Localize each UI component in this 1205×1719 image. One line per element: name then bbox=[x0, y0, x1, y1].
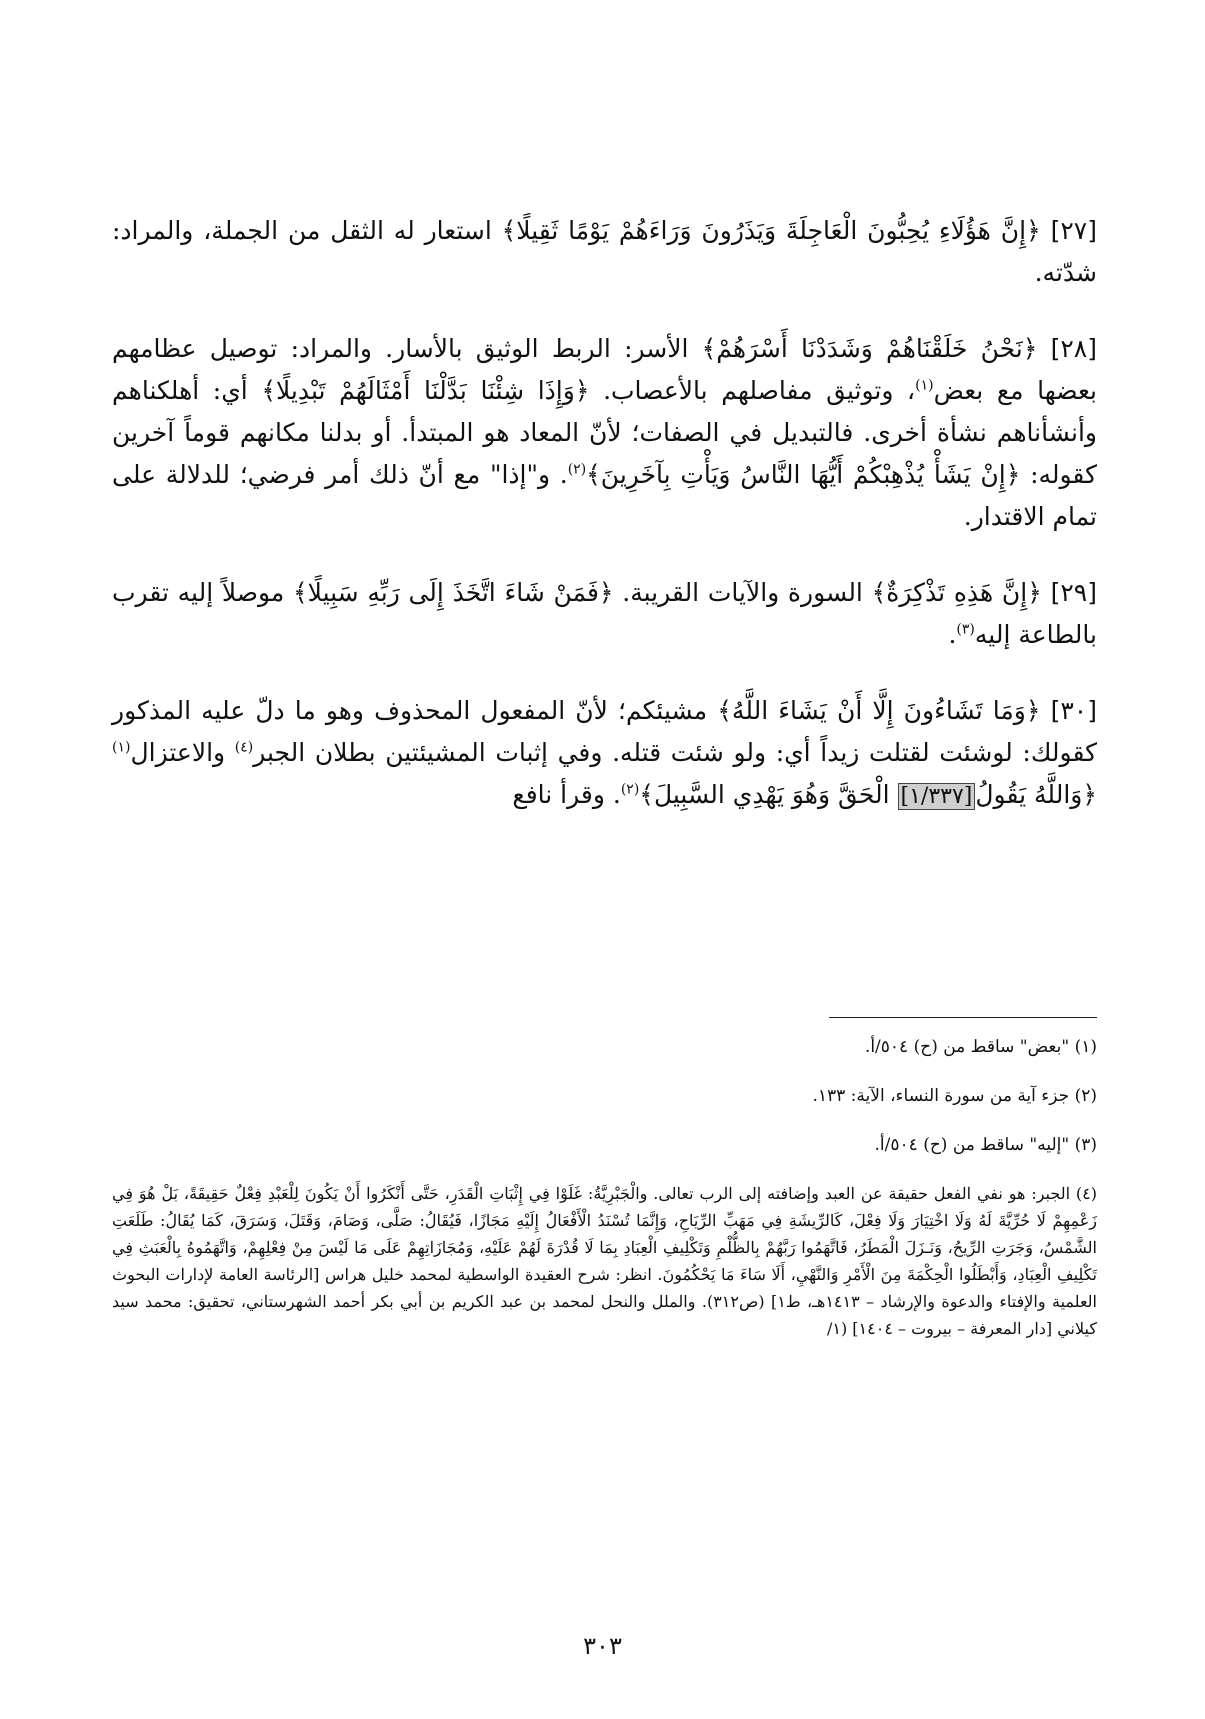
paragraph-text: ﴿إِنَّ هَؤُلَاءِ يُحِبُّونَ الْعَاجِلَةَ وَيَذَرُونَ وَرَاءَهُمْ يَوْمًا ثَقِيلًا﴾ استعار له الثقل من الجملة، والمراد: شدّته. bbox=[112, 216, 1097, 287]
verse-number: [٢٨] bbox=[1050, 334, 1097, 363]
footnote-ref-4[interactable]: (٤) bbox=[234, 739, 254, 756]
paragraph-27 bbox=[112, 210, 1097, 294]
paragraph-text: . وقرأ نافع bbox=[512, 780, 621, 809]
footnote-ref-next-2[interactable]: (٢) bbox=[620, 781, 640, 798]
paragraph-29 bbox=[112, 572, 1097, 656]
paragraph-text: الْحَقَّ وَهُوَ يَهْدِي السَّبِيلَ﴾ bbox=[639, 780, 898, 809]
footnote-3: (٣) "إليه" ساقط من (ح) ٥٠٤/أ. bbox=[874, 1135, 1097, 1155]
paragraph-28 bbox=[112, 328, 1097, 538]
paragraph-30 bbox=[112, 690, 1097, 818]
main-text bbox=[112, 210, 1097, 852]
paragraph-text: . bbox=[948, 620, 957, 649]
footnotes bbox=[112, 1033, 1097, 1363]
footnote-ref-2[interactable]: (٢) bbox=[567, 461, 587, 478]
paragraph-text: ﴿وَمَا تَشَاءُونَ إِلَّا أَنْ يَشَاءَ اللَّهُ﴾ مشيئكم؛ لأنّ المفعول المحذوف وهو ما دلّ عليه المذكور كقولك: لوشئت لقتلت زيداً أي: ولو شئت قتله. وفي إثبات المشيئتين بطلان الجبر bbox=[112, 696, 1097, 767]
paragraph-text: ﴿نَحْنُ خَلَقْنَاهُمْ وَشَدَدْنَا أَسْرَهُمْ﴾ الأسر: الربط الوثيق بالأسار. والمراد: توصيل عظامهم بعضها مع بعض bbox=[112, 334, 1097, 405]
page-number: ٣٠٣ bbox=[583, 1632, 622, 1660]
verse-number: [٣٠] bbox=[1050, 696, 1097, 725]
manuscript-page-marker: [١/٣٣٧] bbox=[898, 783, 976, 810]
footnote-separator bbox=[829, 1017, 1097, 1018]
footnote-ref-1[interactable]: (١) bbox=[915, 377, 934, 394]
paragraph-text: . و"إذا" مع أنّ ذلك أمر فرضي؛ للدلالة على تمام الاقتدار. bbox=[112, 460, 1097, 531]
footnote-ref-next-1[interactable]: (١) bbox=[112, 739, 131, 756]
paragraph-text: ﴿إِنَّ هَذِهِ تَذْكِرَةٌ﴾ السورة والآيات القريبة. ﴿فَمَنْ شَاءَ اتَّخَذَ إِلَى رَبِّهِ سَبِيلًا﴾ موصلاً إليه تقرب بالطاعة إليه bbox=[112, 578, 1097, 649]
verse-number: [٢٧] bbox=[1050, 216, 1097, 245]
paragraph-text: ، وتوثيق مفاصلهم بالأعصاب. ﴿وَإِذَا شِئْنَا بَدَّلْنَا أَمْثَالَهُمْ تَبْدِيلًا﴾ أي: أهلكناهم وأنشأناهم نشأة أخرى. فالتبديل في الصفات؛ لأنّ المعاد هو المبتدأ. أو بدلنا مكانهم قوماً آخرين كقوله: ﴿إِنْ يَشَأْ يُذْهِبْكُمْ أَيُّهَا النَّاسُ وَيَأْتِ بِآخَرِينَ﴾ bbox=[112, 376, 1097, 489]
paragraph-text: ﴿وَاللَّهُ يَقُولُ bbox=[975, 780, 1097, 809]
verse-number: [٢٩] bbox=[1050, 578, 1097, 607]
footnote-ref-3[interactable]: (٣) bbox=[956, 621, 975, 638]
footnote-4: (٤) الجبر: هو نفي الفعل حقيقة عن العبد وإضافته إلى الرب تعالى. والْجَبْرِيَّةُ: غَلَوْا فِي إِثْبَاتِ الْقَدَرِ، حَتَّى أَنْكَرُوا أَنْ يَكُونَ لِلْعَبْدِ فِعْلٌ حَقِيقَةً، بَلْ هُوَ فِي زَعْمِهِمْ لَا حُرِّيَّةَ لَهُ وَلَا اخْتِيَارَ وَلَا فِعْلَ، كَالرِّيشَةِ فِي مَهَبِّ الرِّيَاحِ، وَإِنَّمَا تُسْنَدُ الْأَفْعَالُ إِلَيْهِ مَجَازًا، فَيُقَالُ: صَلَّى، وَصَامَ، وَقَتَلَ، وَسَرَقَ، كَمَا يُقَالُ: طَلَعَتِ الشَّمْسُ، وَجَرَتِ الرِّيحُ، وَنَـزَلَ الْمَطَرُ، فَاتَّهَمُوا رَبَّهُمْ بِالظُّلْمِ وَتَكْلِيفِ الْعِبَادِ بِمَا لَا قُدْرَةَ لَهُمْ عَلَيْهِ، وَمُجَازَاتِهِمْ عَلَى مَا لَيْسَ مِنْ فِعْلِهِمْ، وَاتَّهَمُوهُ بِالْعَبَثِ فِي تَكْلِيفِ الْعِبَادِ، وَأَبْطَلُوا الْحِكْمَةَ مِنَ الْأَمْرِ وَالنَّهْيِ، أَلَا سَاءَ مَا يَحْكُمُونَ. انظر: شرح العقيدة الواسطية لمحمد خليل هراس [الرئاسة العامة لإدارات البحوث العلمية والإفتاء والدعوة والإرشاد – ١٤١٣هـ، ط١] (ص٣١٢). والملل والنحل لمحمد بن عبد الكريم بن أبي بكر أحمد الشهرستاني، تحقيق: محمد سيد كيلاني [دار المعرفة – بيروت – ١٤٠٤] (١/ bbox=[112, 1184, 1097, 1338]
footnote-2: (٢) جزء آية من سورة النساء، الآية: ١٣٣. bbox=[812, 1086, 1097, 1106]
footnote-1: (١) "بعض" ساقط من (ح) ٥٠٤/أ. bbox=[864, 1037, 1097, 1057]
paragraph-text: والاعتزال bbox=[130, 738, 235, 767]
